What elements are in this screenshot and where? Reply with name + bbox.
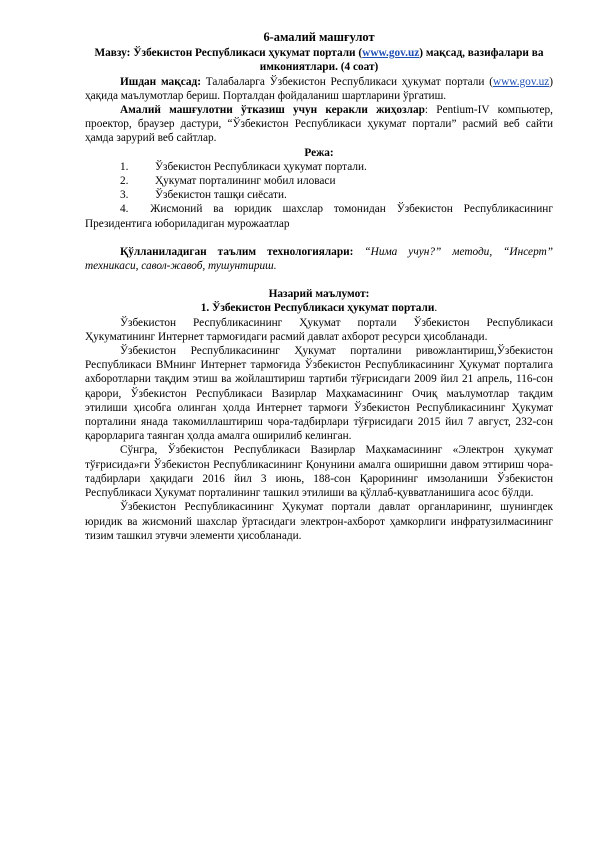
document-title: 6-амалий машғулот	[263, 30, 375, 44]
goal-text-end: ) ҳақида маълумотлар бериш. Порталдан фойдаланиш шартларини ўргатиш.	[85, 75, 553, 102]
theory-subheading: 1. Ўзбекистон Республикаси ҳукумат портали	[200, 302, 435, 315]
plan-item	[85, 202, 553, 230]
goal-label: Ишдан мақсад:	[120, 75, 201, 88]
topic-text-start: Ўзбекистон Республикаси ҳукумат портали (	[133, 47, 363, 60]
plan-item-number: 1.	[120, 160, 129, 173]
plan-item	[85, 160, 553, 174]
topic-label: Мавзу:	[94, 47, 131, 60]
plan-item-text: Ҳукумат порталининг мобил иловаси	[155, 175, 336, 188]
theory-heading: Назарий маълумот:	[268, 288, 370, 301]
plan-heading: Режа:	[304, 146, 334, 159]
plan-item	[85, 188, 553, 202]
theory-subheading-line	[85, 301, 553, 315]
topic-link[interactable]: www.gov.uz	[362, 47, 420, 60]
plan-item-number: 3.	[120, 189, 129, 202]
technologies-label: Қўлланиладиган таълим технологиялари:	[120, 245, 354, 258]
plan-list	[85, 160, 553, 231]
goal-paragraph	[85, 75, 553, 103]
technologies-text: “Нима учун?” методи, “Инсерт” техникаси, савол-жавоб, тушунтириш.	[85, 245, 554, 273]
theory-paragraph: Ўзбекистон Республикасининг Ҳукумат портали Ўзбекистон Республикаси Ҳукуматининг Интернет тармоғидаги расмий давлат ахборот ресурси ҳисобланади.	[85, 316, 553, 343]
plan-item-text: Жисмоний ва юридик шахслар томонидан Ўзбекистон Республикасининг Президентига юбориладиган мурожаатлар	[85, 203, 553, 230]
technologies-paragraph	[85, 245, 553, 273]
theory-subheading-end: .	[434, 302, 438, 315]
topic-line	[85, 46, 553, 74]
plan-item-text: Ўзбекистон Республикаси ҳукумат портали.	[155, 160, 367, 173]
plan-item-text: Ўзбекистон ташқи сиёсати.	[155, 189, 287, 202]
topic-text-end: ) мақсад, вазифалари ва имкониятлари. (4 соат)	[259, 47, 544, 74]
plan-item-number: 2.	[120, 175, 129, 188]
theory-paragraph: Ўзбекистон Республикасининг Ҳукумат портали давлат органларининг, шунингдек юридик ва жисмоний шахслар ўртасидаги электрон-ахборот ҳамкорлиги инфратузилмасининг тизим ташкил этувчи элементи ҳисобланади.	[85, 501, 553, 542]
tools-label: Амалий машғулотни ўтказиш учун керакли жиҳозлар	[120, 104, 425, 117]
plan-item-number: 4.	[120, 203, 129, 216]
document-page	[85, 30, 553, 543]
tools-paragraph	[85, 103, 553, 146]
goal-text-start: Талабаларга Ўзбекистон Республикаси ҳукумат портали (	[205, 75, 493, 88]
spacer	[85, 273, 553, 287]
theory-paragraph: Сўнгра, Ўзбекистон Республикаси Вазирлар Маҳкамасининг «Электрон ҳукумат тўғрисида»ги Ўзбекистон Республикасининг Қонунини амалга оширишни давом эттириш чора-тадбирлари ҳақидаги 2016 йил 3 июнь, 188-сон Қарорининг имзоланиши Ўзбекистон Республикаси Ҳукумат порталининг ташкил этилиши ва қўллаб-қувватланишига асос бўлди.	[85, 444, 553, 500]
plan-item	[85, 174, 553, 188]
theory-paragraph: Ўзбекистон Республикасининг Ҳукумат порталини ривожлантириш,Ўзбекистон Республикаси ВМнинг Интернет тармоғида Ўзбекистон Республикасининг Ҳукумат порталига ахборотларни тақдим этиш ва жойлаштириш тартиби тўғрисидаги 2009 йил 21 апрель, 116-сон қарори, Ўзбекистон Республикаси Вазирлар Маҳкамасининг Очиқ маълумотлар тақдим этилиши ҳисобга олинган ҳолда Интернет тармоғи Ўзбекистон Республикасининг Ҳукумат порталини янада такомиллаштириш чора-тадбирлари тўғрисидаги 2015 йил 7 август, 232-сон қарорларига таянган ҳолда амалга оширилиб келинган.	[85, 345, 553, 443]
goal-link[interactable]: www.gov.uz	[492, 75, 550, 88]
tools-text: : Pentium-IV компьютер, проектор, браузер дастури, “Ўзбекистон Республикаси ҳукумат портали” расмий веб сайти ҳамда зарурий веб сайтлар.	[85, 104, 553, 145]
spacer	[85, 231, 553, 245]
